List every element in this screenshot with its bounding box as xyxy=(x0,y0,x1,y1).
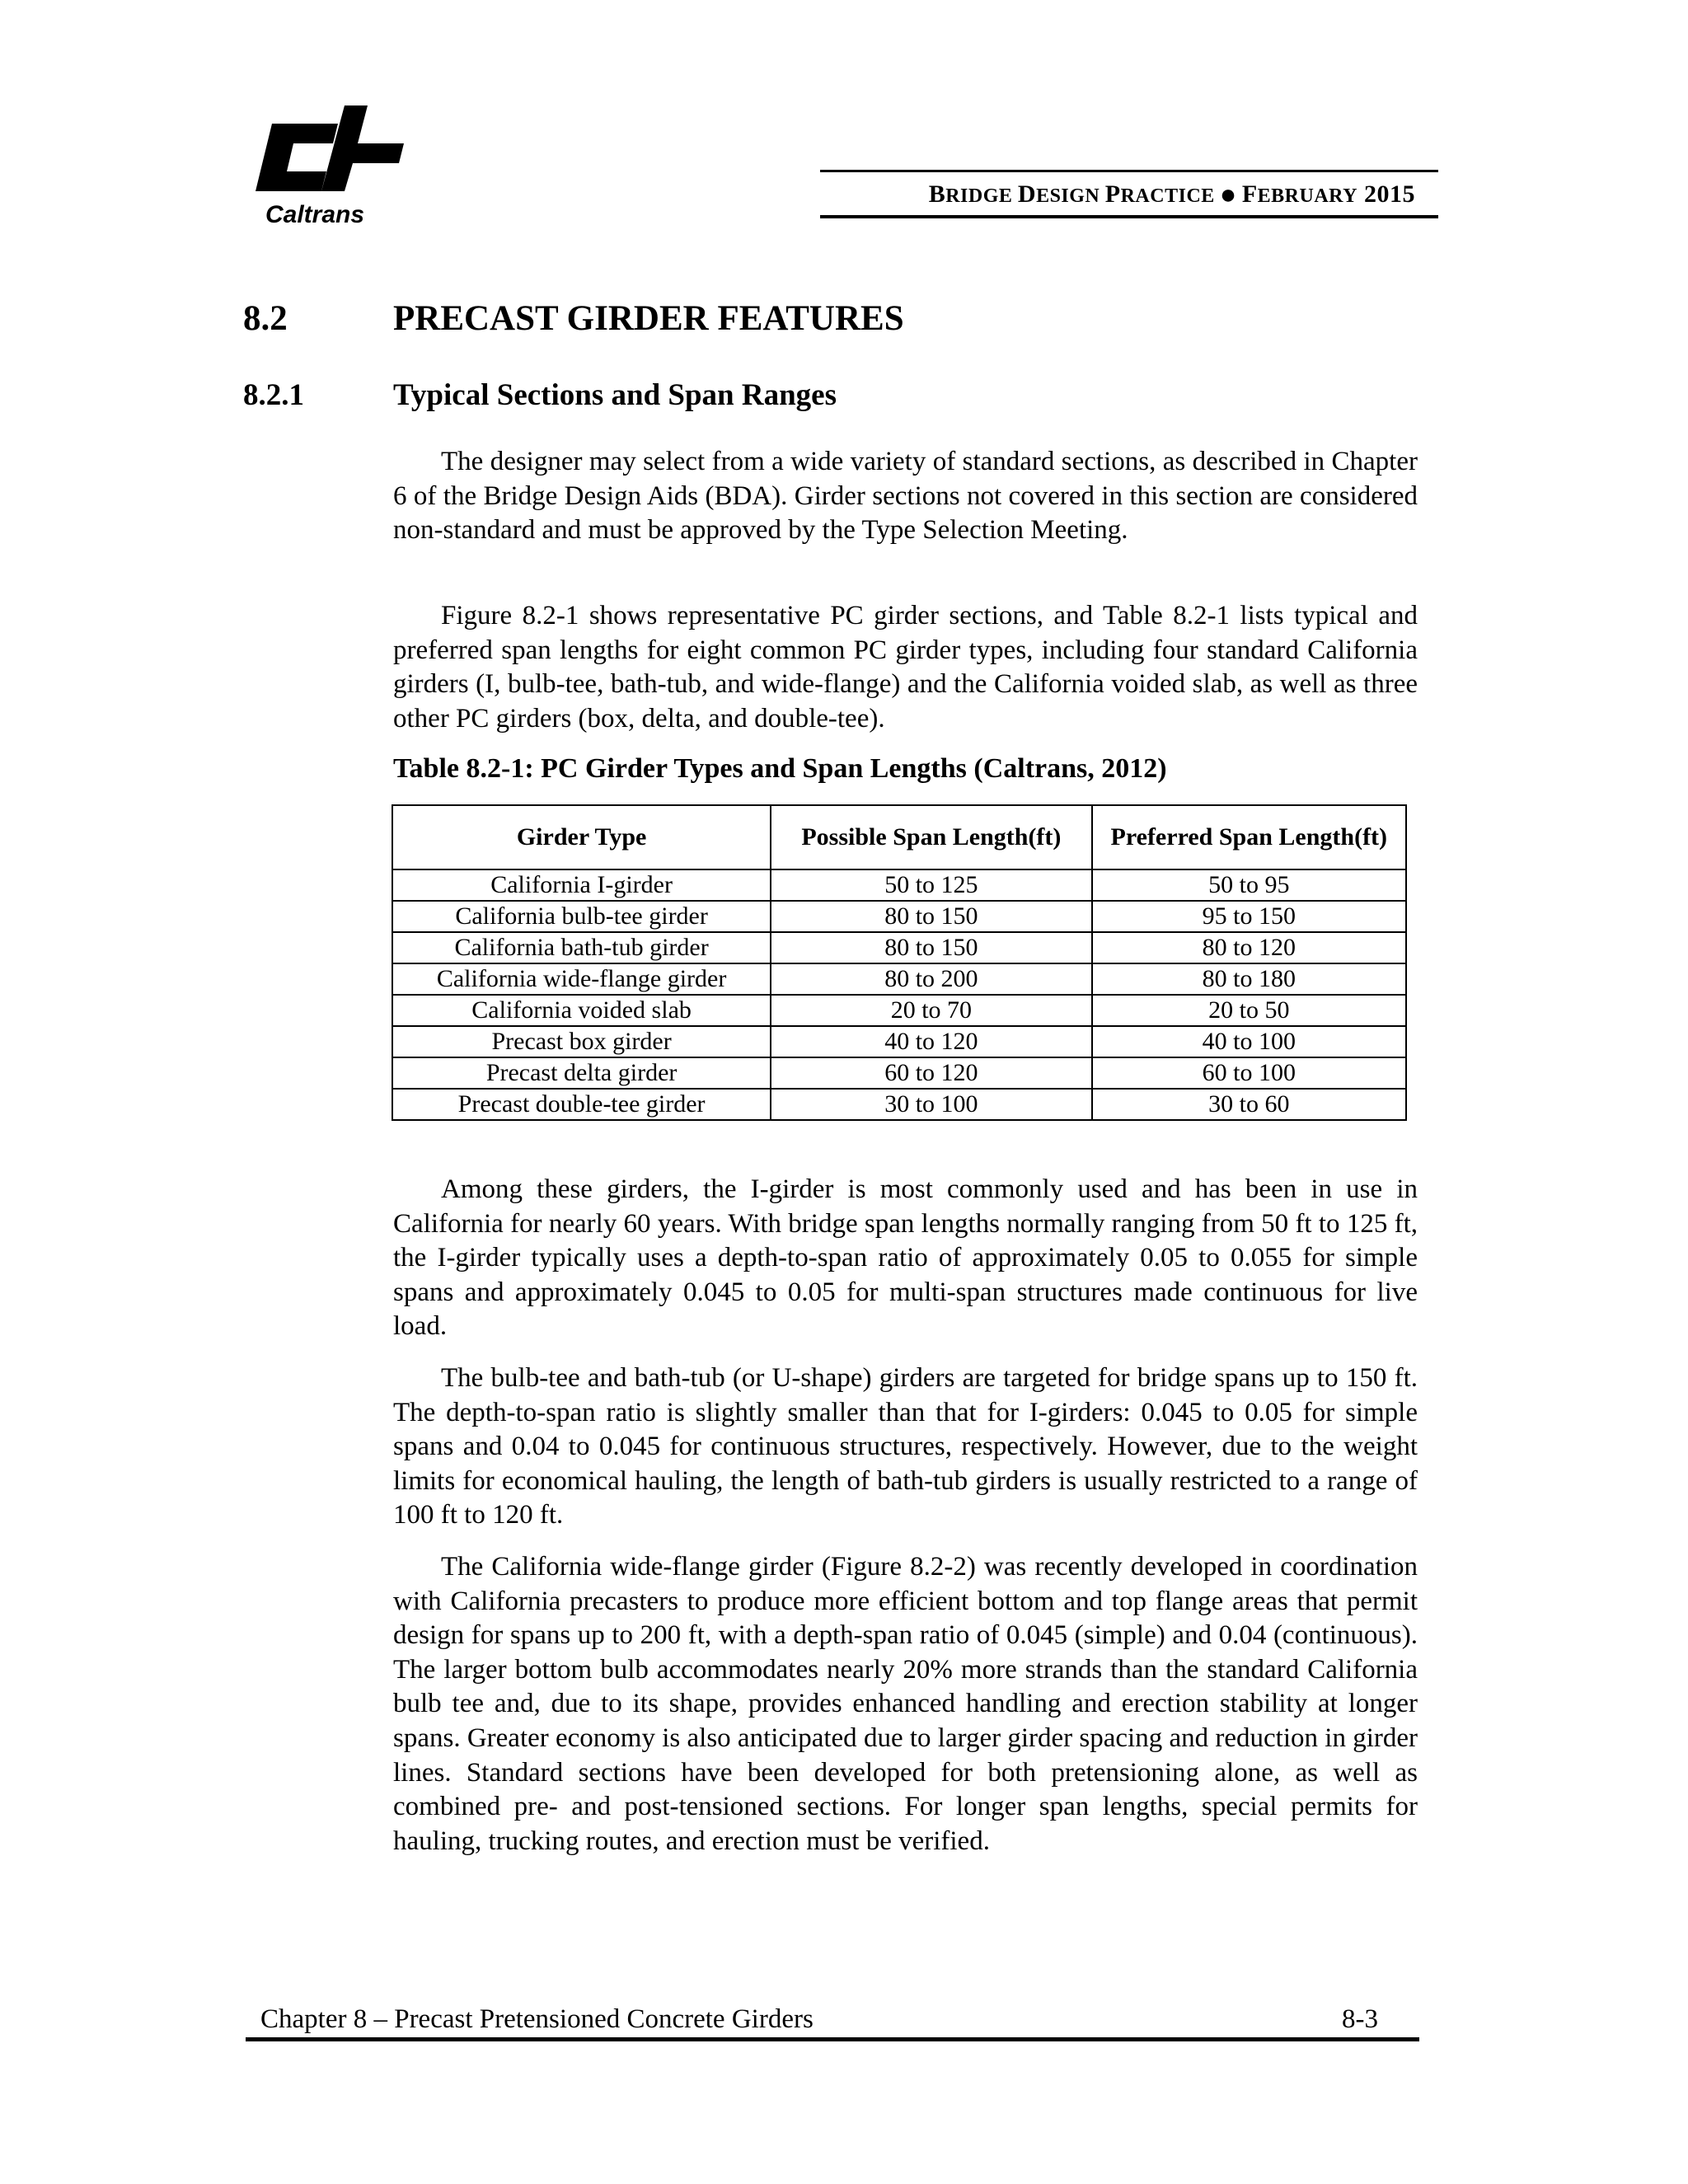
logo-wordmark: Caltrans xyxy=(265,201,365,228)
cell-possible-span: 60 to 120 xyxy=(771,1057,1091,1089)
girder-span-table xyxy=(392,804,1407,1121)
paragraph-5: The California wide-flange girder (Figure 8.2-2) was recently developed in coordination with California precasters to produce more efficient bottom and top flange areas that permit design for spans up to 200 ft, with a depth-span ratio of 0.045 (simple) and 0.04 (continuous). The larger bottom bulb accommodates nearly 20% more strands than the standard California bulb tee and, due to its shape, provides enhanced handling and erection stability at longer spans. Greater economy is also anticipated due to larger girder spacing and reduction in girder lines. Standard sections have been developed for both pretensioning alone, as well as combined pre- and post-tensioned sections. For longer span lengths, special permits for hauling, trucking routes, and erection must be verified. xyxy=(393,1552,1418,1856)
header-possible-span: Possible Span Length(ft) xyxy=(771,805,1091,869)
page-footer xyxy=(246,2003,1419,2041)
table-row xyxy=(392,963,1406,995)
cell-preferred-span: 80 to 180 xyxy=(1092,963,1406,995)
cell-girder-type: Precast double-tee girder xyxy=(392,1089,771,1120)
cell-possible-span: 30 to 100 xyxy=(771,1089,1091,1120)
paragraph-4: The bulb-tee and bath-tub (or U-shape) girders are targeted for bridge spans up to 150 ft. The depth-to-span ratio is slightly smaller than that for I-girders: 0.045 to 0.05 for simple spans and 0.04 to 0.045 for continuous structures, respectively. However, due to the weight limits for economical hauling, the length of bath-tub girders is usually restricted to a range of 100 ft to 120 ft. xyxy=(393,1363,1418,1530)
cell-girder-type: California bath-tub girder xyxy=(392,932,771,963)
cell-girder-type: Precast box girder xyxy=(392,1026,771,1057)
cell-girder-type: California bulb-tee girder xyxy=(392,901,771,932)
table-row xyxy=(392,1089,1406,1120)
paragraph-1: The designer may select from a wide variety of standard sections, as described in Chapter 6 of the Bridge Design Aids (BDA). Girder sections not covered in this section are considered non-standard and must be approved by the Type Selection Meeting. xyxy=(393,447,1418,546)
caltrans-logo xyxy=(247,105,412,229)
subsection-title: Typical Sections and Span Ranges xyxy=(393,378,837,412)
paragraph-3: Among these girders, the I-girder is most commonly used and has been in use in California for nearly 60 years. With bridge span lengths normally ranging from 50 ft to 125 ft, the I-girder typically uses a depth-to-span ratio of approximately 0.05 to 0.055 for simple spans and approximately 0.045 to 0.05 for multi-span structures made continuous for live load. xyxy=(393,1174,1418,1342)
table-title: Table 8.2-1: PC Girder Types and Span Lengths (Caltrans, 2012) xyxy=(393,753,1167,784)
cell-preferred-span: 40 to 100 xyxy=(1092,1026,1406,1057)
table-row xyxy=(392,932,1406,963)
cell-possible-span: 40 to 120 xyxy=(771,1026,1091,1057)
header-text xyxy=(820,172,1438,215)
footer-text xyxy=(246,2003,1419,2037)
header-girder-type: Girder Type xyxy=(392,805,771,869)
table-row xyxy=(392,1026,1406,1057)
cell-preferred-span: 30 to 60 xyxy=(1092,1089,1406,1120)
header-preferred-span: Preferred Span Length(ft) xyxy=(1092,805,1406,869)
footer-chapter: Chapter 8 – Precast Pretensioned Concrete Girders xyxy=(260,2004,814,2034)
table-header-row xyxy=(392,805,1406,869)
table-row xyxy=(392,869,1406,901)
subsection-number: 8.2.1 xyxy=(243,378,304,412)
section-number: 8.2 xyxy=(243,299,288,338)
header-rule-bottom xyxy=(820,215,1438,218)
header-bullet: ● xyxy=(1219,180,1237,210)
cell-preferred-span: 60 to 100 xyxy=(1092,1057,1406,1089)
cell-preferred-span: 95 to 150 xyxy=(1092,901,1406,932)
paragraph-2: Figure 8.2-1 shows representative PC girder sections, and Table 8.2-1 lists typical and preferred span lengths for eight common PC girder types, including four standard California girders (I, bulb-tee, bath-tub, and wide-flange) and the California voided slab, as well as three other PC girders (box, delta, and double-tee). xyxy=(393,601,1418,733)
table-row xyxy=(392,901,1406,932)
running-header xyxy=(820,170,1438,218)
table-row xyxy=(392,995,1406,1026)
cell-possible-span: 80 to 150 xyxy=(771,932,1091,963)
cell-possible-span: 80 to 150 xyxy=(771,901,1091,932)
table-row xyxy=(392,1057,1406,1089)
section-heading xyxy=(243,298,904,340)
cell-preferred-span: 50 to 95 xyxy=(1092,869,1406,901)
cell-girder-type: California wide-flange girder xyxy=(392,963,771,995)
cell-preferred-span: 20 to 50 xyxy=(1092,995,1406,1026)
cell-girder-type: California voided slab xyxy=(392,995,771,1026)
cell-possible-span: 80 to 200 xyxy=(771,963,1091,995)
cell-possible-span: 20 to 70 xyxy=(771,995,1091,1026)
section-title: PRECAST GIRDER FEATURES xyxy=(393,299,904,338)
cell-preferred-span: 80 to 120 xyxy=(1092,932,1406,963)
subsection-heading xyxy=(243,377,837,414)
header-date: FEBRUARY 2015 xyxy=(1241,180,1415,208)
header-title: BRIDGE DESIGN PRACTICE xyxy=(928,180,1215,208)
cell-girder-type: California I-girder xyxy=(392,869,771,901)
footer-rule xyxy=(246,2037,1419,2041)
cell-possible-span: 50 to 125 xyxy=(771,869,1091,901)
cell-girder-type: Precast delta girder xyxy=(392,1057,771,1089)
logo-t-shape xyxy=(321,105,404,191)
footer-page-number: 8-3 xyxy=(1342,2004,1378,2034)
